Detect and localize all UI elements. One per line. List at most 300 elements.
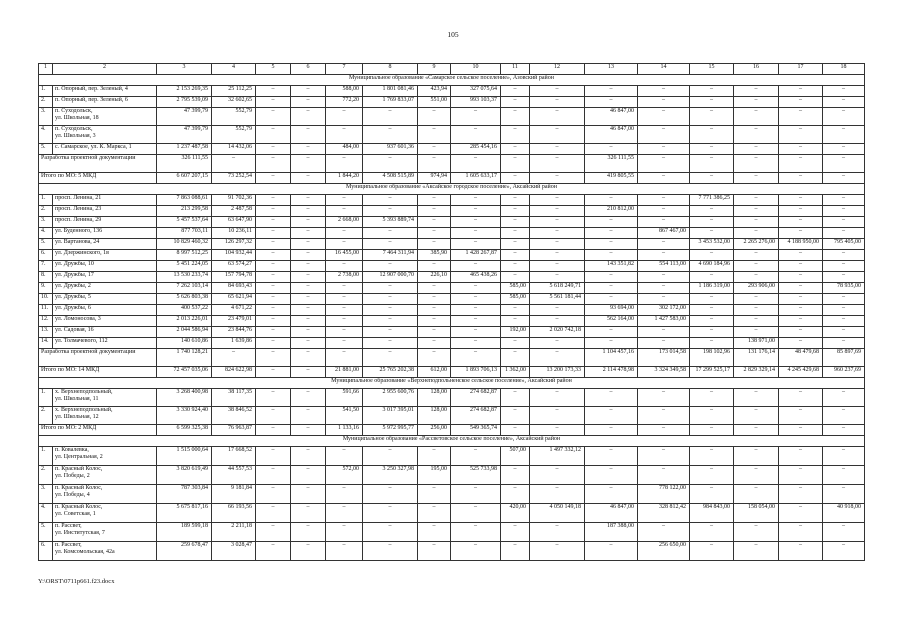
table-cell: –: [451, 338, 501, 349]
table-cell: –: [418, 283, 451, 294]
amount-cell: –: [256, 367, 291, 378]
table-cell: –: [291, 144, 326, 155]
table-cell: –: [823, 316, 865, 327]
table-cell: –: [585, 294, 638, 305]
table-cell: –: [690, 338, 734, 349]
table-cell: –: [326, 206, 363, 217]
table-row: [39, 97, 865, 108]
table-cell: –: [326, 228, 363, 239]
table-cell: –: [638, 523, 690, 542]
table-cell: –: [530, 272, 585, 283]
table-cell: –: [418, 327, 451, 338]
table-cell: –: [291, 261, 326, 272]
table-cell: –: [585, 97, 638, 108]
section-title: Муниципальное образование «Верхнеподпольненское сельское поселение», Аксайский район: [39, 378, 865, 389]
table-cell: –: [291, 542, 326, 561]
amount-cell: 32 602,65: [212, 97, 256, 108]
table-row: [39, 126, 865, 144]
address-cell: ул. Толмачевого, 112: [53, 338, 157, 349]
table-row: [39, 108, 865, 126]
address-cell: п. Опорный, пер. Зеленый, 4: [53, 86, 157, 97]
amount-cell: 2 153 269,35: [157, 86, 212, 97]
amount-cell: –: [638, 155, 690, 173]
amount-cell: 6 599 325,38: [157, 425, 212, 436]
table-cell: –: [418, 447, 451, 466]
table-cell: –: [256, 316, 291, 327]
address-cell: п. Красный Колос, ул. Советская, 1: [53, 504, 157, 523]
table-cell: –: [585, 466, 638, 485]
table-cell: –: [690, 447, 734, 466]
table-cell: –: [734, 294, 779, 305]
table-cell: –: [291, 466, 326, 485]
table-cell: –: [291, 389, 326, 407]
table-cell: –: [418, 485, 451, 504]
row-number: 1.: [39, 447, 53, 466]
amount-cell: 16 455,00: [326, 250, 363, 261]
table-cell: –: [734, 466, 779, 485]
table-row: [39, 217, 865, 228]
address-cell: ул. Дружбы, 17: [53, 272, 157, 283]
amount-cell: 5 561 181,44: [530, 294, 585, 305]
amount-cell: 187 388,00: [585, 523, 638, 542]
table-cell: –: [530, 228, 585, 239]
table-cell: –: [638, 126, 690, 144]
table-cell: –: [530, 97, 585, 108]
table-cell: –: [585, 542, 638, 561]
amount-cell: –: [638, 173, 690, 184]
amount-cell: 274 682,87: [451, 407, 501, 425]
table-cell: –: [501, 206, 530, 217]
amount-cell: 138 971,00: [734, 338, 779, 349]
table-cell: –: [690, 228, 734, 239]
table-cell: –: [256, 250, 291, 261]
table-cell: –: [530, 485, 585, 504]
table-cell: –: [638, 206, 690, 217]
amount-cell: –: [256, 155, 291, 173]
table-cell: –: [734, 217, 779, 228]
table-cell: –: [256, 272, 291, 283]
table-cell: –: [530, 261, 585, 272]
amount-cell: 9 181,84: [212, 485, 256, 504]
amount-cell: 256,00: [418, 425, 451, 436]
table-cell: –: [823, 217, 865, 228]
table-cell: –: [638, 338, 690, 349]
amount-cell: 4 671,22: [212, 305, 256, 316]
table-cell: –: [418, 338, 451, 349]
table-cell: –: [326, 338, 363, 349]
table-cell: –: [823, 126, 865, 144]
amount-cell: 128,00: [418, 389, 451, 407]
table-cell: –: [451, 447, 501, 466]
table-row: [39, 195, 865, 206]
amount-cell: 76 963,87: [212, 425, 256, 436]
table-cell: –: [291, 228, 326, 239]
table-cell: –: [256, 504, 291, 523]
table-cell: –: [530, 250, 585, 261]
amount-cell: 63 647,90: [212, 217, 256, 228]
table-cell: –: [779, 86, 823, 97]
table-cell: –: [363, 206, 418, 217]
table-cell: –: [501, 261, 530, 272]
address-cell: с. Самарское, ул. К. Маркса, 1: [53, 144, 157, 155]
table-cell: –: [734, 206, 779, 217]
amount-cell: 72 457 035,06: [157, 367, 212, 378]
table-cell: –: [638, 389, 690, 407]
row-number: 6.: [39, 542, 53, 561]
row-number: 14.: [39, 338, 53, 349]
amount-cell: 1 769 833,07: [363, 97, 418, 108]
table-cell: –: [690, 316, 734, 327]
amount-cell: 423,94: [418, 86, 451, 97]
amount-cell: 1 740 128,21: [157, 349, 212, 367]
table-row: [39, 485, 865, 504]
table-cell: –: [823, 305, 865, 316]
design-docs-row: [39, 349, 865, 367]
amount-cell: –: [291, 425, 326, 436]
total-row: [39, 173, 865, 184]
table-row: [39, 389, 865, 407]
amount-cell: 46 847,00: [585, 126, 638, 144]
table-cell: –: [256, 108, 291, 126]
table-row: [39, 86, 865, 97]
column-header: 11: [501, 64, 530, 75]
amount-cell: 2 020 742,18: [530, 327, 585, 338]
table-cell: –: [690, 97, 734, 108]
amount-cell: 585,00: [501, 283, 530, 294]
amount-cell: 993 103,37: [451, 97, 501, 108]
table-cell: –: [690, 86, 734, 97]
table-cell: –: [530, 144, 585, 155]
table-cell: –: [363, 542, 418, 561]
table-row: [39, 305, 865, 316]
address-cell: ул. Дзержинского, 1в: [53, 250, 157, 261]
table-cell: –: [585, 239, 638, 250]
amount-cell: 210 812,00: [585, 206, 638, 217]
table-cell: –: [326, 542, 363, 561]
table-cell: –: [363, 327, 418, 338]
table-cell: –: [418, 217, 451, 228]
total-row: [39, 367, 865, 378]
amount-cell: 13 200 173,33: [530, 367, 585, 378]
table-cell: –: [530, 217, 585, 228]
table-cell: –: [734, 144, 779, 155]
amount-cell: 326 111,55: [585, 155, 638, 173]
amount-cell: 23 479,01: [212, 316, 256, 327]
table-cell: –: [363, 108, 418, 126]
amount-cell: 17 299 525,17: [690, 367, 734, 378]
row-number: 3.: [39, 485, 53, 504]
table-cell: –: [451, 327, 501, 338]
table-cell: –: [418, 144, 451, 155]
table-cell: –: [585, 389, 638, 407]
row-number: 7.: [39, 261, 53, 272]
amount-cell: 91 702,36: [212, 195, 256, 206]
table-cell: –: [638, 250, 690, 261]
table-cell: –: [530, 466, 585, 485]
amount-cell: –: [256, 173, 291, 184]
table-cell: –: [530, 407, 585, 425]
amount-cell: 4 188 950,00: [779, 239, 823, 250]
amount-cell: –: [256, 349, 291, 367]
amount-cell: 73 252,54: [212, 173, 256, 184]
table-row: [39, 447, 865, 466]
amount-cell: –: [501, 155, 530, 173]
table-cell: –: [779, 327, 823, 338]
address-cell: п. Суходольск, ул. Школьная, 18: [53, 108, 157, 126]
table-cell: –: [363, 485, 418, 504]
amount-cell: 824 622,98: [212, 367, 256, 378]
amount-cell: 419 805,55: [585, 173, 638, 184]
table-cell: –: [585, 144, 638, 155]
row-number: 10.: [39, 294, 53, 305]
amount-cell: 5 972 995,77: [363, 425, 418, 436]
amount-cell: 285 454,16: [451, 144, 501, 155]
table-cell: –: [530, 316, 585, 327]
table-cell: –: [638, 195, 690, 206]
amount-cell: –: [212, 349, 256, 367]
amount-cell: –: [779, 155, 823, 173]
amount-cell: 10 829 460,32: [157, 239, 212, 250]
column-header: 8: [363, 64, 418, 75]
table-row: [39, 261, 865, 272]
table-cell: –: [734, 389, 779, 407]
table-cell: –: [363, 338, 418, 349]
table-cell: –: [451, 217, 501, 228]
amount-cell: –: [326, 349, 363, 367]
amount-cell: 7 771 386,25: [690, 195, 734, 206]
page-number: 105: [447, 30, 459, 39]
amount-cell: –: [734, 155, 779, 173]
table-cell: –: [256, 97, 291, 108]
table-cell: –: [501, 389, 530, 407]
amount-cell: 6 607 207,15: [157, 173, 212, 184]
table-cell: –: [779, 206, 823, 217]
table-cell: –: [585, 327, 638, 338]
amount-cell: 572,00: [326, 466, 363, 485]
amount-cell: 8 997 512,25: [157, 250, 212, 261]
table-cell: –: [734, 523, 779, 542]
amount-cell: 1 427 583,00: [638, 316, 690, 327]
amount-cell: –: [501, 425, 530, 436]
amount-cell: –: [451, 155, 501, 173]
section-header-row: [39, 75, 865, 86]
table-row: [39, 407, 865, 425]
table-cell: –: [779, 283, 823, 294]
amount-cell: 293 906,00: [734, 283, 779, 294]
address-cell: п. Красный Колос, ул. Победы, 4: [53, 485, 157, 504]
table-cell: –: [363, 523, 418, 542]
table-cell: –: [291, 283, 326, 294]
amount-cell: 420,00: [501, 504, 530, 523]
amount-cell: 5 451 224,05: [157, 261, 212, 272]
amount-cell: –: [291, 349, 326, 367]
table-cell: –: [779, 389, 823, 407]
table-cell: –: [823, 542, 865, 561]
table-cell: –: [779, 228, 823, 239]
table-cell: –: [256, 217, 291, 228]
table-cell: –: [823, 294, 865, 305]
address-cell: ул. Вартанова, 24: [53, 239, 157, 250]
amount-cell: 5 457 537,64: [157, 217, 212, 228]
table-cell: –: [451, 542, 501, 561]
amount-cell: –: [418, 349, 451, 367]
row-number: 11.: [39, 305, 53, 316]
table-cell: –: [326, 294, 363, 305]
table-cell: –: [638, 407, 690, 425]
row-number: 2.: [39, 206, 53, 217]
row-number: 3.: [39, 108, 53, 126]
amount-cell: 1 605 633,17: [451, 173, 501, 184]
table-cell: –: [363, 316, 418, 327]
amount-cell: –: [363, 155, 418, 173]
row-number: 2.: [39, 466, 53, 485]
amount-cell: –: [212, 155, 256, 173]
amount-cell: 772,20: [326, 97, 363, 108]
table-cell: –: [530, 86, 585, 97]
table-cell: –: [291, 447, 326, 466]
table-cell: –: [291, 97, 326, 108]
amount-cell: 25 112,25: [212, 86, 256, 97]
table-cell: –: [501, 144, 530, 155]
amount-cell: 778 122,00: [638, 485, 690, 504]
table-cell: –: [734, 305, 779, 316]
table-cell: –: [451, 108, 501, 126]
table-cell: –: [418, 523, 451, 542]
table-cell: –: [451, 195, 501, 206]
table-cell: –: [501, 108, 530, 126]
table-cell: –: [690, 485, 734, 504]
table-cell: –: [690, 305, 734, 316]
table-cell: –: [256, 523, 291, 542]
amount-cell: 25 765 202,38: [363, 367, 418, 378]
table-cell: –: [501, 239, 530, 250]
column-header: 13: [585, 64, 638, 75]
table-cell: –: [291, 305, 326, 316]
row-number: 3.: [39, 217, 53, 228]
column-number-row: [39, 64, 865, 75]
amount-cell: 85 897,69: [823, 349, 865, 367]
table-cell: –: [326, 327, 363, 338]
column-header: 15: [690, 64, 734, 75]
table-cell: –: [363, 305, 418, 316]
table-cell: –: [256, 305, 291, 316]
table-cell: –: [326, 504, 363, 523]
row-number: 2.: [39, 97, 53, 108]
row-number: 13.: [39, 327, 53, 338]
table-cell: –: [585, 272, 638, 283]
table-cell: –: [585, 250, 638, 261]
table-cell: –: [690, 206, 734, 217]
row-number: 2.: [39, 407, 53, 425]
amount-cell: 588,00: [326, 86, 363, 97]
amount-cell: 328 812,42: [638, 504, 690, 523]
row-number: 12.: [39, 316, 53, 327]
amount-cell: 10 236,11: [212, 228, 256, 239]
amount-cell: 507,00: [501, 447, 530, 466]
amount-cell: 157 794,78: [212, 272, 256, 283]
address-cell: ул. Дружбы, 5: [53, 294, 157, 305]
table-cell: –: [326, 523, 363, 542]
amount-cell: –: [823, 155, 865, 173]
amount-cell: 17 668,52: [212, 447, 256, 466]
table-cell: –: [823, 272, 865, 283]
amount-cell: 259 678,47: [157, 542, 212, 561]
amount-cell: –: [530, 425, 585, 436]
table-cell: –: [530, 126, 585, 144]
row-number: 4.: [39, 504, 53, 523]
table-cell: –: [501, 250, 530, 261]
table-row: [39, 466, 865, 485]
amount-cell: 795 405,00: [823, 239, 865, 250]
row-number: 1.: [39, 389, 53, 407]
amount-cell: 213 299,58: [157, 206, 212, 217]
table-cell: –: [291, 316, 326, 327]
table-cell: –: [291, 108, 326, 126]
table-cell: –: [501, 523, 530, 542]
amount-cell: 2 738,00: [326, 272, 363, 283]
column-header: 6: [291, 64, 326, 75]
table-cell: –: [585, 217, 638, 228]
amount-cell: 327 075,64: [451, 86, 501, 97]
amount-cell: –: [690, 155, 734, 173]
table-cell: –: [734, 272, 779, 283]
table-cell: –: [363, 294, 418, 305]
table-cell: –: [501, 305, 530, 316]
table-cell: –: [823, 144, 865, 155]
row-label: Итого по МО: 5 МКД: [39, 173, 157, 184]
table-row: [39, 283, 865, 294]
address-cell: просп. Ленина, 23: [53, 206, 157, 217]
row-number: 4.: [39, 228, 53, 239]
address-cell: ул. Дружбы, 10: [53, 261, 157, 272]
table-cell: –: [451, 126, 501, 144]
amount-cell: 140 610,86: [157, 338, 212, 349]
column-header: 12: [530, 64, 585, 75]
table-row: [39, 327, 865, 338]
table-cell: –: [418, 542, 451, 561]
table-cell: –: [451, 316, 501, 327]
section-header-row: [39, 378, 865, 389]
amount-cell: 48 479,68: [779, 349, 823, 367]
amount-cell: 65 621,94: [212, 294, 256, 305]
amount-cell: 104 932,44: [212, 250, 256, 261]
table-cell: –: [363, 195, 418, 206]
table-cell: –: [451, 206, 501, 217]
table-cell: –: [256, 261, 291, 272]
table-cell: –: [779, 144, 823, 155]
table-cell: –: [256, 389, 291, 407]
amount-cell: 612,00: [418, 367, 451, 378]
table-cell: –: [501, 542, 530, 561]
amount-cell: 3 250 327,98: [363, 466, 418, 485]
amount-cell: 47 399,79: [157, 126, 212, 144]
row-number: 9.: [39, 283, 53, 294]
row-label: Разработка проектной документации: [39, 155, 157, 173]
table-cell: –: [690, 542, 734, 561]
amount-cell: 1 844,20: [326, 173, 363, 184]
address-cell: х. Верхнеподпольный, ул. Школьная, 12: [53, 407, 157, 425]
amount-cell: 7 464 311,94: [363, 250, 418, 261]
amount-cell: 2 668,00: [326, 217, 363, 228]
table-cell: –: [326, 195, 363, 206]
amount-cell: 23 844,76: [212, 327, 256, 338]
amount-cell: 549 365,74: [451, 425, 501, 436]
amount-cell: 2 955 600,76: [363, 389, 418, 407]
amount-cell: 226,10: [418, 272, 451, 283]
amount-cell: 385,90: [418, 250, 451, 261]
table-cell: –: [690, 272, 734, 283]
amount-cell: 3 820 619,49: [157, 466, 212, 485]
